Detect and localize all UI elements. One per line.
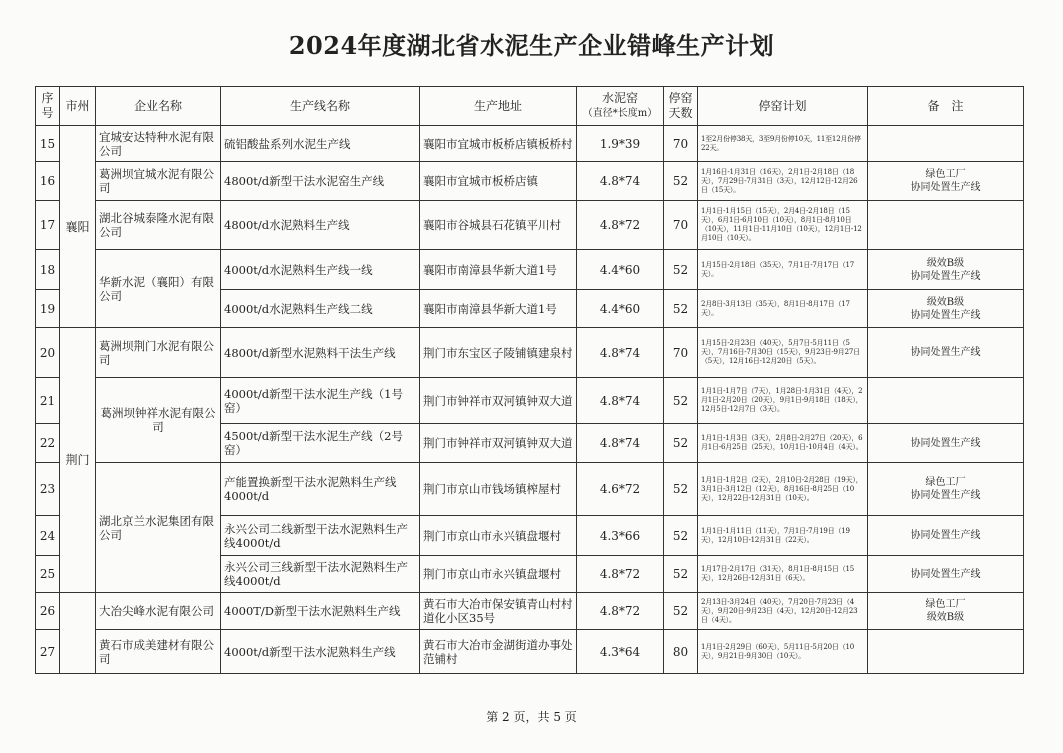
header-kiln-line1: 水泥窑 xyxy=(601,91,638,105)
seq-cell: 23 xyxy=(36,463,60,516)
days-cell: 52 xyxy=(664,556,698,593)
days-cell: 52 xyxy=(664,516,698,556)
seq-cell: 24 xyxy=(36,516,60,556)
table-row xyxy=(36,126,1024,162)
address-cell: 襄阳市南漳县华新大道1号 xyxy=(420,250,577,290)
schedule-cell: 1月1日-1月7日（7天），1月28日-1月31日（4天），2月1日-2月20日（20天），9月1日-9月18日（18天），12月5日-12月7日（3天）。 xyxy=(698,378,868,424)
line-cell: 4800t/d新型干法水泥窑生产线 xyxy=(221,162,420,201)
line-cell: 4800t/d新型水泥熟料干法生产线 xyxy=(221,328,420,378)
seq-cell: 19 xyxy=(36,290,60,328)
company-cell: 葛洲坝宜城水泥有限公司 xyxy=(96,162,221,201)
header-row xyxy=(36,87,1024,126)
kiln-cell: 4.3*64 xyxy=(577,630,664,674)
seq-cell: 26 xyxy=(36,593,60,630)
page-title: 2024年度湖北省水泥生产企业错峰生产计划 xyxy=(288,31,775,60)
line-cell: 4000T/D新型干法水泥熟料生产线 xyxy=(221,593,420,630)
note-cell: 绿色工厂 协同处置生产线 xyxy=(868,162,1024,201)
address-cell: 荆门市京山市永兴镇盘堰村 xyxy=(420,516,577,556)
note-cell: 协同处置生产线 xyxy=(868,516,1024,556)
note-cell xyxy=(868,201,1024,250)
days-cell: 52 xyxy=(664,463,698,516)
header-line: 生产线名称 xyxy=(221,87,420,126)
header-seq: 序号 xyxy=(36,87,60,126)
address-cell: 黄石市大冶市保安镇青山村村道化小区35号 xyxy=(420,593,577,630)
days-cell: 80 xyxy=(664,630,698,674)
city-cell: 荆门 xyxy=(60,328,96,593)
note-cell xyxy=(868,126,1024,162)
days-cell: 52 xyxy=(664,424,698,463)
table-row xyxy=(36,463,1024,516)
table-row xyxy=(36,328,1024,378)
address-cell: 襄阳市南漳县华新大道1号 xyxy=(420,290,577,328)
schedule-cell: 1月17日-2月17日（31天），8月1日-8月15日（15天），12月26日-12月31日（6天）。 xyxy=(698,556,868,593)
note-cell: 级效B级 协同处置生产线 xyxy=(868,290,1024,328)
company-cell: 华新水泥（襄阳）有限公司 xyxy=(96,250,221,328)
seq-cell: 20 xyxy=(36,328,60,378)
table-row xyxy=(36,250,1024,290)
note-cell: 绿色工厂 协同处置生产线 xyxy=(868,463,1024,516)
company-cell: 湖北京兰水泥集团有限公司 xyxy=(96,463,221,593)
address-cell: 荆门市钟祥市双河镇钟双大道 xyxy=(420,378,577,424)
address-cell: 襄阳市宜城市板桥店镇板桥村 xyxy=(420,126,577,162)
kiln-cell: 4.3*66 xyxy=(577,516,664,556)
days-cell: 70 xyxy=(664,201,698,250)
city-cell xyxy=(60,593,96,674)
address-cell: 荆门市京山市钱场镇榨屋村 xyxy=(420,463,577,516)
page-footer: 第 2 页，共 5 页 xyxy=(486,710,577,724)
schedule-cell: 1月1日-1月15日（15天），2月4日-2月18日（15天），6月1日-6月10日（10天），8月1日-8月10日（10天），11月1日-11月10日（10天），12月1日-12月10日（10天）。 xyxy=(698,201,868,250)
header-address: 生产地址 xyxy=(420,87,577,126)
note-cell: 绿色工厂 级效B级 xyxy=(868,593,1024,630)
days-cell: 52 xyxy=(664,250,698,290)
kiln-cell: 4.8*74 xyxy=(577,378,664,424)
kiln-cell: 4.8*74 xyxy=(577,328,664,378)
company-cell: 黄石市成美建材有限公司 xyxy=(96,630,221,674)
line-cell: 4800t/d水泥熟料生产线 xyxy=(221,201,420,250)
days-cell: 52 xyxy=(664,378,698,424)
company-cell: 宜城安达特种水泥有限公司 xyxy=(96,126,221,162)
schedule-cell: 2月13日-3月24日（40天），7月20日-7月23日（4天），9月20日-9月23日（4天），12月20日-12月23日（4天）。 xyxy=(698,593,868,630)
seq-cell: 22 xyxy=(36,424,60,463)
line-cell: 4500t/d新型干法水泥生产线（2号窑） xyxy=(221,424,420,463)
address-cell: 荆门市京山市永兴镇盘堰村 xyxy=(420,556,577,593)
days-cell: 52 xyxy=(664,290,698,328)
line-cell: 永兴公司三线新型干法水泥熟料生产线4000t/d xyxy=(221,556,420,593)
seq-cell: 25 xyxy=(36,556,60,593)
address-cell: 荆门市钟祥市双河镇钟双大道 xyxy=(420,424,577,463)
company-cell: 大冶尖峰水泥有限公司 xyxy=(96,593,221,630)
kiln-cell: 4.8*74 xyxy=(577,162,664,201)
line-cell: 4000t/d新型干法水泥熟料生产线 xyxy=(221,630,420,674)
seq-cell: 16 xyxy=(36,162,60,201)
kiln-cell: 4.6*72 xyxy=(577,463,664,516)
header-days-line2: 天数 xyxy=(668,106,693,120)
kiln-cell: 4.8*72 xyxy=(577,556,664,593)
table-row xyxy=(36,593,1024,630)
table-row xyxy=(36,630,1024,674)
seq-cell: 27 xyxy=(36,630,60,674)
schedule-cell: 1至2月份停38天，3至9月份停10天，11至12月份停22天。 xyxy=(698,126,868,162)
address-cell: 荆门市东宝区子陵铺镇建泉村 xyxy=(420,328,577,378)
line-cell: 4000t/d水泥熟料生产线一线 xyxy=(221,250,420,290)
company-cell: 湖北谷城泰隆水泥有限公司 xyxy=(96,201,221,250)
kiln-cell: 4.4*60 xyxy=(577,250,664,290)
line-cell: 永兴公司二线新型干法水泥熟料生产线4000t/d xyxy=(221,516,420,556)
seq-cell: 15 xyxy=(36,126,60,162)
note-cell: 协同处置生产线 xyxy=(868,328,1024,378)
table-row xyxy=(36,162,1024,201)
seq-cell: 18 xyxy=(36,250,60,290)
header-days xyxy=(664,87,698,126)
header-note: 备 注 xyxy=(868,87,1024,126)
seq-cell: 17 xyxy=(36,201,60,250)
note-cell xyxy=(868,378,1024,424)
days-cell: 70 xyxy=(664,126,698,162)
kiln-cell: 4.8*72 xyxy=(577,593,664,630)
address-cell: 襄阳市宜城市板桥店镇 xyxy=(420,162,577,201)
company-cell: 葛洲坝钟祥水泥有限公司 xyxy=(96,378,221,463)
schedule-cell: 1月1日-1月11日（11天），7月1日-7月19日（19天），12月10日-12月31日（22天）。 xyxy=(698,516,868,556)
company-cell: 葛洲坝荆门水泥有限公司 xyxy=(96,328,221,378)
line-cell: 4000t/d水泥熟料生产线二线 xyxy=(221,290,420,328)
days-cell: 52 xyxy=(664,593,698,630)
header-kiln-line2: （直径*长度m） xyxy=(582,108,658,119)
note-cell xyxy=(868,630,1024,674)
kiln-cell: 1.9*39 xyxy=(577,126,664,162)
schedule-cell: 1月16日-1月31日（16天），2月1日-2月18日（18天），7月29日-7月31日（3天），12月12日-12月26日（15天）。 xyxy=(698,162,868,201)
schedule-cell: 1月1日-1月3日（3天），2月8日-2月27日（20天），6月1日-6月25日（25天），10月1日-10月4日（4天）。 xyxy=(698,424,868,463)
schedule-cell: 1月15日-2月18日（35天），7月1日-7月17日（17天）。 xyxy=(698,250,868,290)
days-cell: 52 xyxy=(664,162,698,201)
production-plan-table xyxy=(35,86,1024,674)
line-cell: 产能置换新型干法水泥熟料生产线4000t/d xyxy=(221,463,420,516)
days-cell: 70 xyxy=(664,328,698,378)
header-kiln xyxy=(577,87,664,126)
kiln-cell: 4.4*60 xyxy=(577,290,664,328)
note-cell: 协同处置生产线 xyxy=(868,424,1024,463)
city-cell: 襄阳 xyxy=(60,126,96,328)
header-schedule: 停窑计划 xyxy=(698,87,868,126)
header-company: 企业名称 xyxy=(96,87,221,126)
address-cell: 襄阳市谷城县石花镇平川村 xyxy=(420,201,577,250)
table-row xyxy=(36,201,1024,250)
note-cell: 级效B级 协同处置生产线 xyxy=(868,250,1024,290)
kiln-cell: 4.8*74 xyxy=(577,424,664,463)
address-cell: 黄石市大冶市金湖街道办事处范铺村 xyxy=(420,630,577,674)
schedule-cell: 2月8日-3月13日（35天），8月1日-8月17日（17天）。 xyxy=(698,290,868,328)
note-cell: 协同处置生产线 xyxy=(868,556,1024,593)
seq-cell: 21 xyxy=(36,378,60,424)
header-days-line1: 停窑 xyxy=(668,91,693,105)
table-row xyxy=(36,378,1024,424)
header-city: 市州 xyxy=(60,87,96,126)
line-cell: 4000t/d新型干法水泥生产线（1号窑） xyxy=(221,378,420,424)
schedule-cell: 1月1日-2月29日（60天），5月11日-5月20日（10天），9月21日-9月30日（10天）。 xyxy=(698,630,868,674)
line-cell: 硫铝酸盐系列水泥生产线 xyxy=(221,126,420,162)
schedule-cell: 1月15日-2月23日（40天），5月7日-5月11日（5天），7月16日-7月30日（15天），9月23日-9月27日（5天），12月16日-12月20日（5天）。 xyxy=(698,328,868,378)
kiln-cell: 4.8*72 xyxy=(577,201,664,250)
schedule-cell: 1月1日-1月2日（2天），2月10日-2月28日（19天），3月1日-3月12日（12天），8月16日-8月25日（10天），12月22日-12月31日（10天）。 xyxy=(698,463,868,516)
